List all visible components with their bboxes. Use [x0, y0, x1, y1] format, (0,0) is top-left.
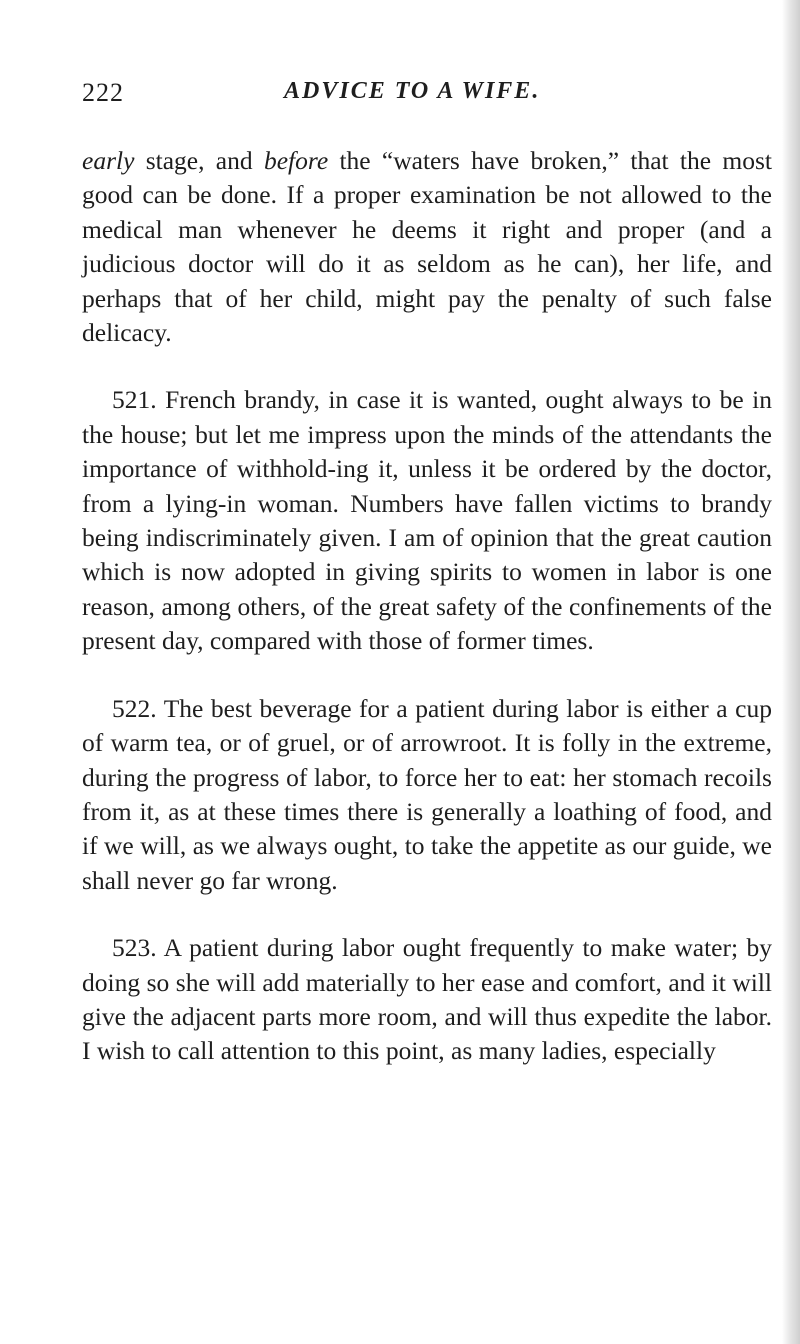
page-edge-shadow: [782, 0, 800, 1344]
paragraph-521: 521. French brandy, in case it is wanted, ought always to be in the house; but let me impress upon the minds of the attendants the importance of withhold-ing it, unless it be ordered by the doctor, from a lying-in woman. Numbers have fallen victims to brandy being indiscriminately given. I am of opinion that the great caution which is now adopted in giving spirits to women in labor is one reason, among others, of the great safety of the confinements of the present day, compared with those of former times.: [82, 385, 772, 656]
paragraph-522: 522. The best beverage for a patient during labor is either a cup of warm tea, or of gruel, or of arrowroot. It is folly in the extreme, during the progress of labor, to force her to eat: her stomach recoils from it, as at these times there is generally a loathing of food, and if we will, as we always ought, to take the appetite as our guide, we shall never go far wrong.: [82, 693, 772, 895]
paragraph-gap: [82, 659, 772, 692]
paragraph-523: 523. A patient during labor ought frequently to make water; by doing so she will add materially to her ease and comfort, and it will give the adjacent parts more room, and will thus expedite the labor. I wish to call attention to this point, as many ladies, especially: [82, 933, 772, 1066]
paragraph-continuation: [82, 144, 772, 350]
page-number: 222: [82, 78, 124, 107]
paragraph-gap: [82, 350, 772, 383]
page-header: [82, 78, 772, 118]
book-page: [82, 78, 772, 1069]
paragraph-text: stage, and: [134, 146, 264, 175]
italic-text: before: [263, 146, 329, 175]
paragraph-gap: [82, 898, 772, 931]
paragraph-text: the “waters have broken,” that the most good can be done. If a proper examination be not allowed to the medical man whenever he deems it right and proper (and a judicious doctor will do it as seldom as he can), her life, and perhaps that of her child, might pay the penalty of such false delicacy.: [82, 146, 772, 348]
italic-text: early: [82, 146, 135, 175]
running-head: ADVICE TO A WIFE.: [284, 78, 541, 104]
